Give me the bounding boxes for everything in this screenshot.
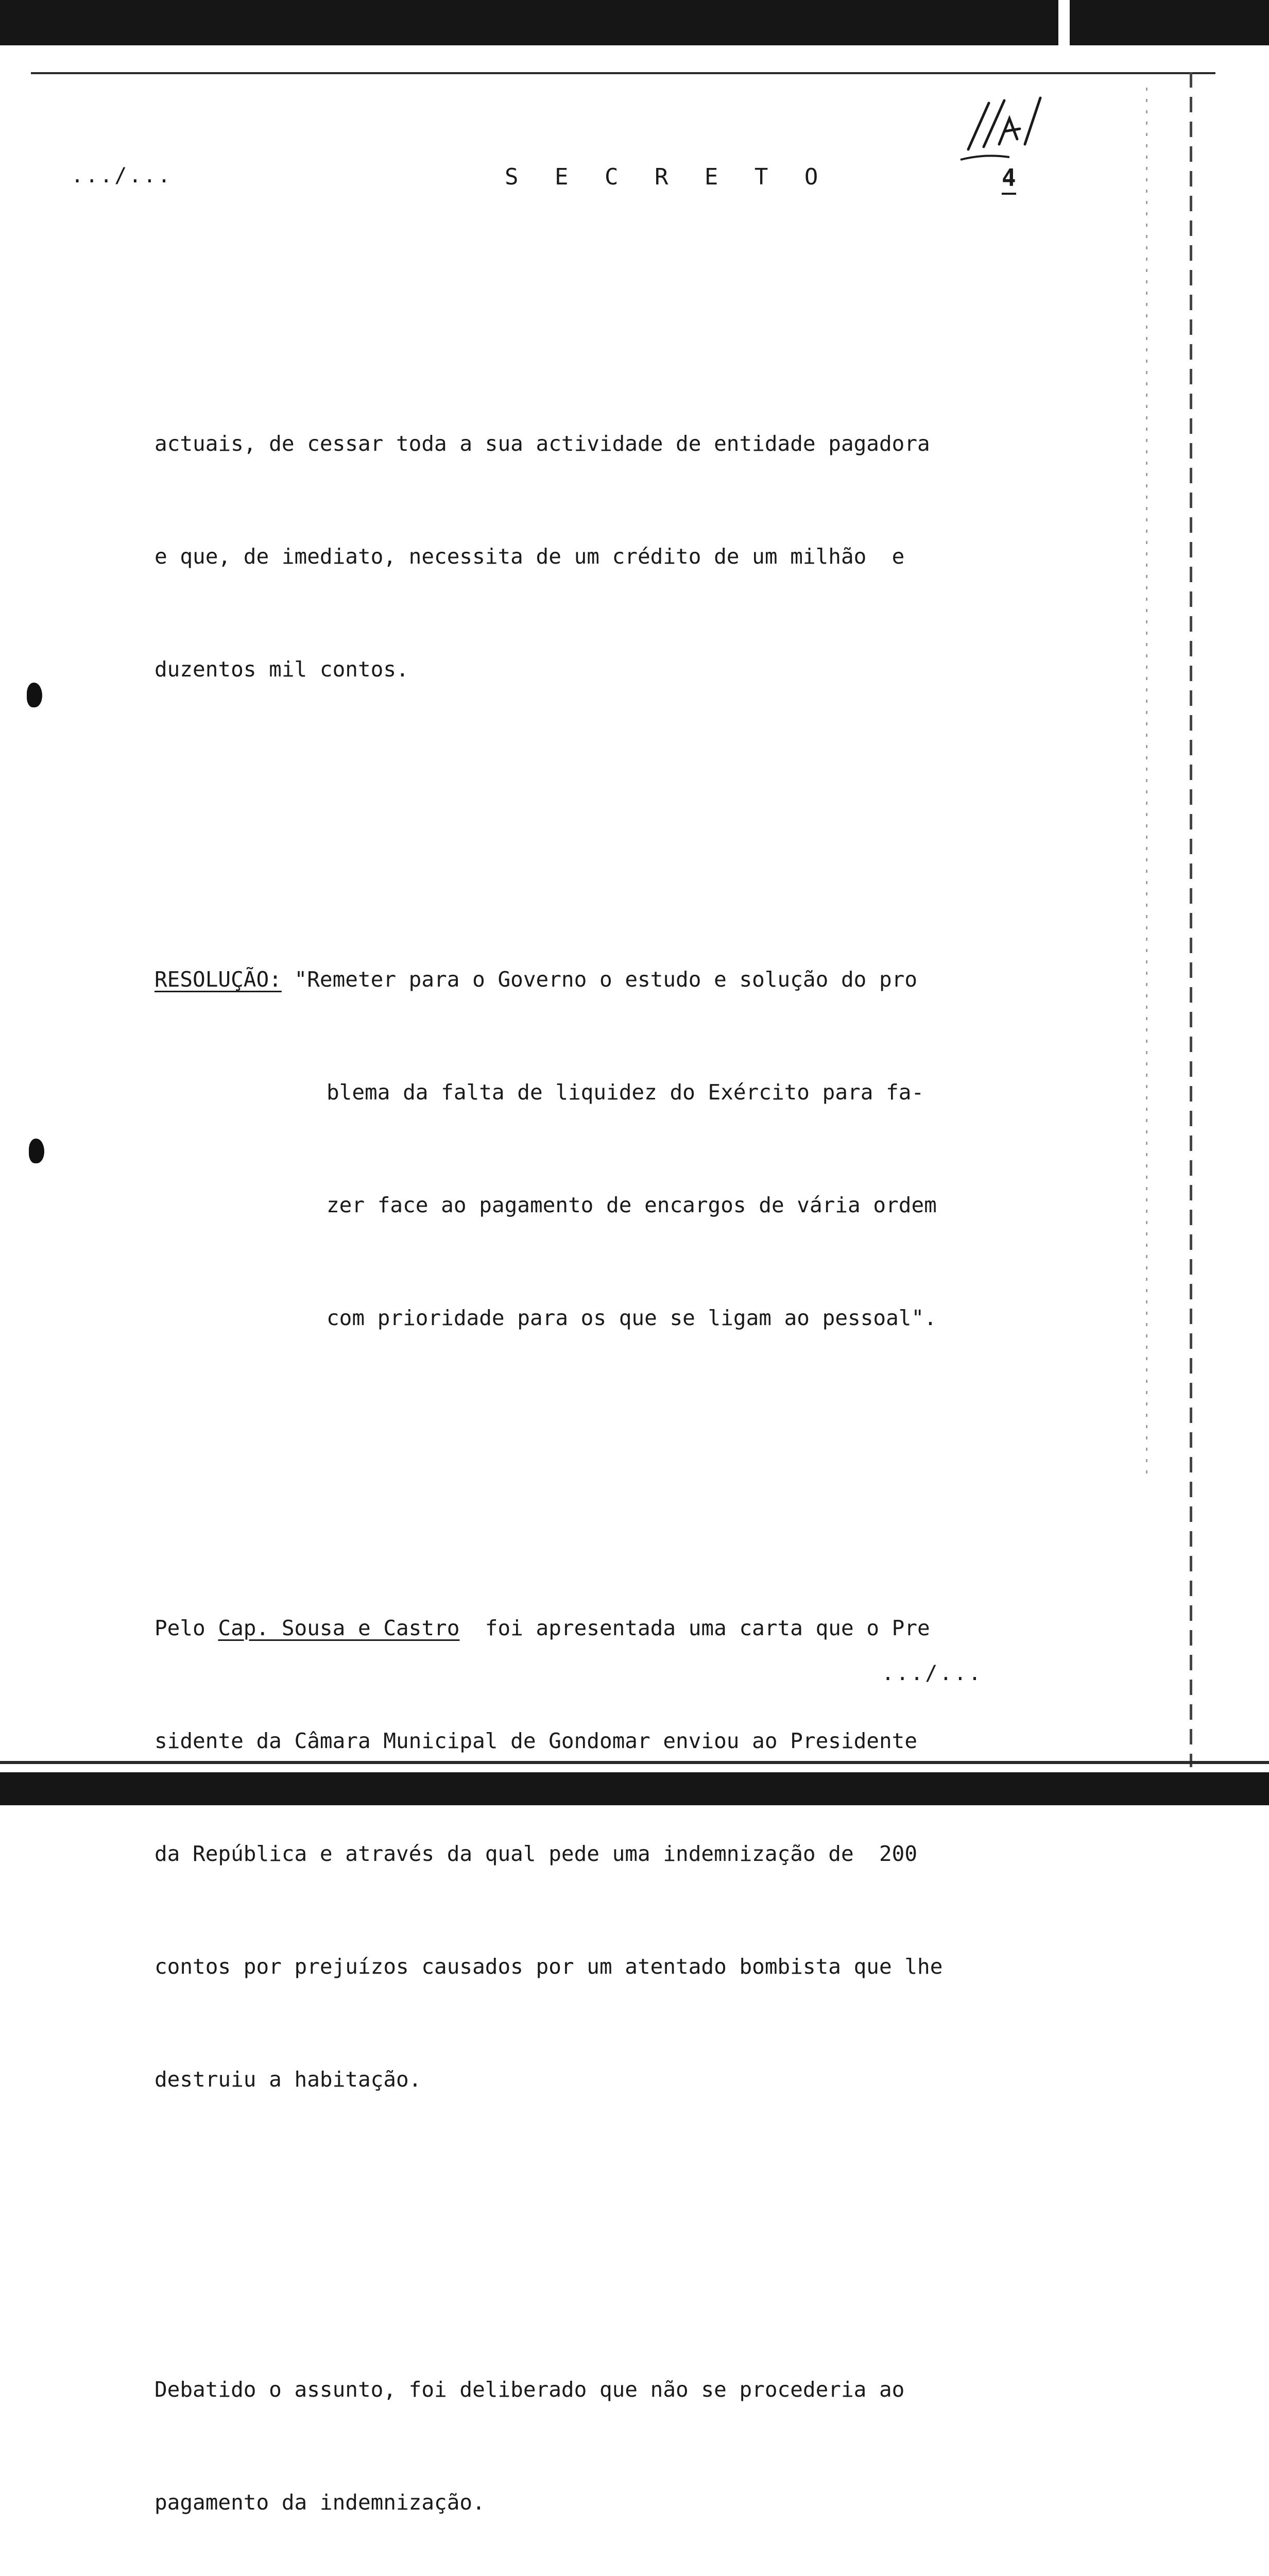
resolution-block <box>155 886 1040 1412</box>
resolution-label: RESOLUÇÃO: <box>155 967 282 992</box>
paragraph <box>155 350 1040 764</box>
scan-edge-right <box>1190 72 1192 1767</box>
handwritten-initials <box>953 88 1056 165</box>
text-line: sidente da Câmara Municipal de Gondomar enviou ao Presidente <box>155 1728 918 1753</box>
text-line: pagamento da indemnização. <box>155 2490 485 2515</box>
text-line: actuais, de cessar toda a sua actividade de entidade pagadora <box>155 431 930 456</box>
scan-edge-speckle <box>1146 88 1147 1479</box>
text-line: blema da falta de liquidez do Exército para fa- <box>327 1080 924 1105</box>
text-line <box>155 1609 1040 1647</box>
person-name: Cap. Sousa e Castro <box>218 1616 460 1640</box>
continuation-marker-top: .../... <box>71 164 173 188</box>
text-line <box>155 961 1040 998</box>
scan-border-top-right <box>1070 0 1269 45</box>
text-line: destruiu a habitação. <box>155 2067 422 2092</box>
page-number: 4 <box>1002 164 1016 195</box>
text-line: da República e através da qual pede uma indemnização de 200 <box>155 1841 918 1866</box>
text-line: Debatido o assunto, foi deliberado que não se procederia ao <box>155 2377 905 2402</box>
text-run: Pelo <box>155 1616 218 1640</box>
scan-border-gap <box>1058 0 1070 49</box>
paragraph <box>155 2296 1040 2576</box>
continuation-marker-bottom: .../... <box>882 1662 983 1685</box>
punch-hole-mark <box>27 683 42 707</box>
punch-hole-mark <box>29 1139 44 1163</box>
classification-label: S E C R E T O <box>505 164 830 190</box>
text-line: duzentos mil contos. <box>155 657 409 682</box>
text-run: foi apresentada uma carta que o Pre <box>459 1616 930 1640</box>
text-line: com prioridade para os que se ligam ao pessoal". <box>327 1306 937 1330</box>
paragraph <box>155 1534 1040 2174</box>
document-body <box>155 237 1040 2576</box>
text-line: zer face ao pagamento de encargos de vária ordem <box>327 1193 937 1217</box>
scan-rule-top <box>31 72 1215 74</box>
text-line: e que, de imediato, necessita de um crédito de um milhão e <box>155 544 905 569</box>
resolution-text: "Remeter para o Governo o estudo e solução do pro <box>281 967 918 992</box>
text-line: contos por prejuízos causados por um atentado bombista que lhe <box>155 1954 943 1979</box>
